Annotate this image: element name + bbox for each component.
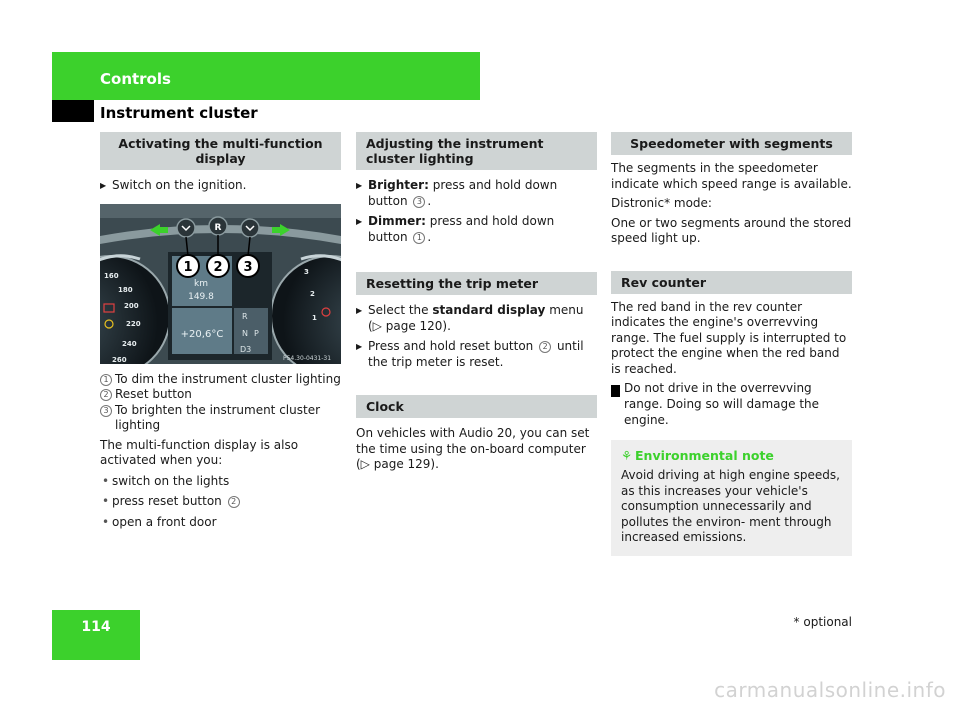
button-dim-icon bbox=[177, 219, 195, 237]
bullet-lights: • switch on the lights bbox=[100, 474, 341, 490]
speed-tick-200: 200 bbox=[124, 301, 139, 310]
speed-tick-220: 220 bbox=[126, 319, 141, 328]
rpm-tick-3: 3 bbox=[304, 267, 309, 276]
display-temperature: +20,6°C bbox=[180, 328, 224, 340]
instrument-cluster-photo bbox=[100, 204, 341, 364]
gear-p: P bbox=[254, 328, 259, 338]
distronic-label: Distronic* mode: bbox=[611, 196, 712, 210]
leaf-icon: ⚘ bbox=[621, 448, 633, 463]
reset-button-r: R bbox=[214, 222, 222, 233]
legend-item-1: 1 To dim the instrument cluster lighting bbox=[100, 372, 341, 388]
gear-d3: D3 bbox=[240, 344, 252, 354]
overrev-warning: ! Do not drive in the overrevving range. Doing so will damage the engine. bbox=[606, 381, 820, 427]
page-number-box bbox=[52, 610, 140, 660]
page-number: 114 bbox=[81, 619, 111, 635]
speed-tick-180: 180 bbox=[118, 285, 133, 294]
bullet-reset-button: • press reset button 2 bbox=[100, 494, 341, 510]
column-middle bbox=[356, 132, 597, 473]
step-switch-ignition: ▶ Switch on the ignition. bbox=[100, 178, 341, 194]
speed-tick-260: 260 bbox=[112, 355, 127, 364]
callout-3: 3 bbox=[243, 259, 253, 275]
column-right bbox=[606, 132, 852, 556]
distronic-paragraph: One or two segments around the stored speed light up. bbox=[611, 215, 852, 245]
heading-activating-display: Activating the multi-function display bbox=[100, 132, 341, 170]
speed-tick-240: 240 bbox=[122, 339, 137, 348]
callout-2: 2 bbox=[213, 259, 223, 275]
heading-adjusting-lighting: Adjusting the instrument cluster lighting bbox=[356, 132, 597, 170]
section-title: Controls bbox=[100, 70, 171, 88]
subsection-title: Instrument cluster bbox=[100, 104, 258, 122]
rpm-tick-2: 2 bbox=[310, 289, 315, 298]
step-dimmer: ▶ Dimmer: press and hold down button 1 . bbox=[356, 214, 597, 245]
activation-paragraph: The multi-function display is also activated when you: bbox=[100, 437, 299, 467]
gear-n: N bbox=[242, 328, 248, 338]
heading-clock: Clock bbox=[356, 395, 597, 418]
environmental-note-text: Avoid driving at high engine speeds, as this increases your vehicle's consumption unnecessarily and pollutes the environ- ment through increased emissions. bbox=[621, 468, 840, 544]
photo-code: P54.30-0431-31 bbox=[283, 354, 332, 362]
gear-r: R bbox=[242, 311, 248, 321]
step-press-reset: ▶ Press and hold reset button 2 until the trip meter is reset. bbox=[356, 339, 597, 370]
watermark: carmanualsonline.info bbox=[714, 678, 946, 702]
rpm-tick-1: 1 bbox=[312, 313, 317, 322]
rev-counter-paragraph: The red band in the rev counter indicates the engine's overrevving range. The fuel supply is interrupted to protect the engine when the red band is reached. bbox=[611, 299, 847, 376]
callout-1: 1 bbox=[183, 259, 193, 275]
column-left bbox=[100, 132, 341, 530]
legend-item-2: 2 Reset button bbox=[100, 387, 341, 403]
environmental-note-title: ⚘ Environmental note bbox=[621, 448, 774, 463]
clock-paragraph: On vehicles with Audio 20, you can set the time using the on-board computer (▷ page 129). bbox=[356, 426, 590, 471]
speed-tick-160: 160 bbox=[104, 271, 119, 280]
optional-footnote: * optional bbox=[793, 615, 852, 629]
heading-speedometer-segments: Speedometer with segments bbox=[611, 132, 852, 155]
button-brighten-icon bbox=[241, 219, 259, 237]
bullet-front-door: • open a front door bbox=[100, 515, 341, 531]
step-select-display: ▶ Select the standard display menu (▷ page 120). bbox=[356, 303, 597, 334]
step-brighter: ▶ Brighter: press and hold down button 3 . bbox=[356, 178, 597, 209]
header-black-tab bbox=[52, 100, 94, 122]
speedometer-paragraph: The segments in the speedometer indicate which speed range is available. bbox=[611, 161, 852, 191]
heading-resetting-trip-meter: Resetting the trip meter bbox=[356, 272, 597, 295]
heading-rev-counter: Rev counter bbox=[611, 271, 852, 294]
warning-icon: ! bbox=[611, 385, 620, 397]
display-km-label: km bbox=[194, 278, 208, 289]
legend-item-3: 3 To brighten the instrument cluster lighting bbox=[100, 403, 341, 434]
display-km-value: 149.8 bbox=[188, 291, 214, 302]
environmental-note-box bbox=[611, 440, 852, 556]
